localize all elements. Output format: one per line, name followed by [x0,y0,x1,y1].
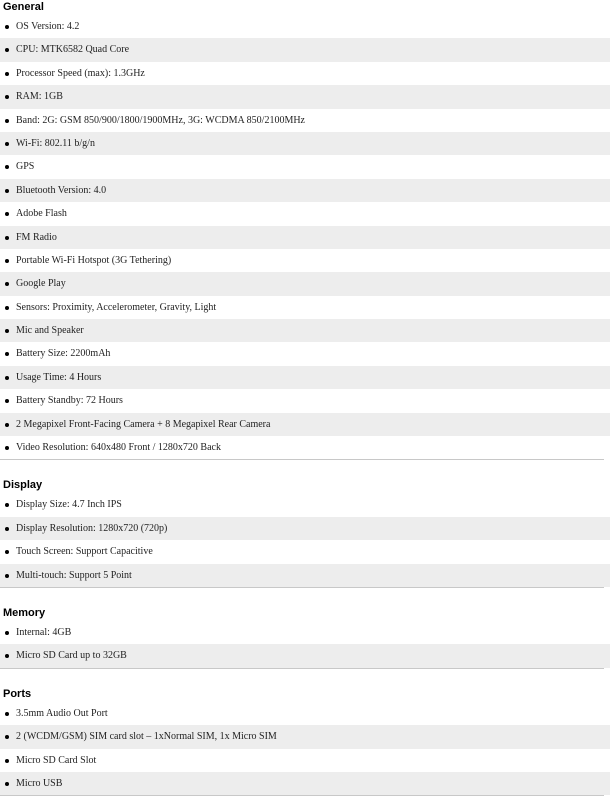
spec-list-item [0,342,610,365]
spec-list-item [0,564,610,587]
spec-list-item [0,226,610,249]
spec-item-text: Usage Time: 4 Hours [16,371,102,383]
spec-list [0,621,610,668]
spec-item-text: Battery Standby: 72 Hours [16,395,123,407]
section-divider [0,795,604,796]
spec-list-item [0,15,610,38]
bullet-icon [5,48,9,52]
spec-list-item [0,772,610,795]
spec-item-text: Adobe Flash [16,208,67,220]
bullet-icon [5,259,9,263]
spec-item-text: Band: 2G: GSM 850/900/1800/1900MHz, 3G: WCDMA 850/2100MHz [16,114,305,126]
spec-list-item [0,202,610,225]
spec-list-item [0,296,610,319]
bullet-icon [5,142,9,146]
spec-list-item [0,249,610,272]
spec-list-item [0,272,610,295]
spec-list-item [0,85,610,108]
spec-item-text: RAM: 1GB [16,91,63,103]
spec-list-item [0,389,610,412]
bullet-icon [5,376,9,380]
bullet-icon [5,446,9,450]
spec-list-item [0,493,610,516]
spec-list-item [0,749,610,772]
bullet-icon [5,282,9,286]
spec-list-item [0,621,610,644]
bullet-icon [5,527,9,531]
spec-list-item [0,366,610,389]
spec-item-text: Micro SD Card up to 32GB [16,650,127,662]
spec-item-text: 2 Megapixel Front-Facing Camera + 8 Megapixel Rear Camera [16,418,271,430]
spec-list-item [0,540,610,563]
bullet-icon [5,423,9,427]
spec-item-text: Google Play [16,278,66,290]
bullet-icon [5,712,9,716]
spec-item-text: FM Radio [16,231,57,243]
section-spacer [0,588,610,606]
spec-list-item [0,38,610,61]
spec-item-text: 2 (WCDM/GSM) SIM card slot – 1xNormal SIM, 1x Micro SIM [16,731,277,743]
spec-item-text: Battery Size: 2200mAh [16,348,111,360]
spec-list-item [0,109,610,132]
bullet-icon [5,735,9,739]
bullet-icon [5,212,9,216]
spec-item-text: Video Resolution: 640x480 Front / 1280x720 Back [16,442,221,454]
spec-item-text: Multi-touch: Support 5 Point [16,569,132,581]
spec-item-text: OS Version: 4.2 [16,21,80,32]
spec-list-item [0,436,610,459]
section-spacer [0,669,610,687]
section-heading: General [3,1,44,13]
spec-item-text: CPU: MTK6582 Quad Core [16,44,130,56]
spec-item-text: GPS [16,161,35,173]
spec-item-text: Sensors: Proximity, Accelerometer, Gravity, Light [16,301,217,313]
spec-item-text: Mic and Speaker [16,325,84,337]
spec-item-text: 3.5mm Audio Out Port [16,707,108,719]
spec-list-item [0,319,610,342]
bullet-icon [5,654,9,658]
bullet-icon [5,574,9,578]
bullet-icon [5,306,9,310]
bullet-icon [5,189,9,193]
spec-section-display [0,478,610,606]
spec-item-text: Micro USB [16,777,63,789]
spec-list-item [0,644,610,667]
spec-item-text: Internal: 4GB [16,626,72,638]
bullet-icon [5,25,9,29]
bullet-icon [5,399,9,403]
section-spacer [0,460,610,478]
bullet-icon [5,72,9,76]
spec-list-item [0,155,610,178]
spec-item-text: Display Size: 4.7 Inch IPS [16,499,122,511]
bullet-icon [5,329,9,333]
spec-item-text: Micro SD Card Slot [16,754,97,766]
section-heading: Memory [3,606,46,619]
bullet-icon [5,550,9,554]
spec-list-item [0,62,610,85]
spec-list [0,702,610,796]
spec-list-item [0,132,610,155]
spec-list-item [0,517,610,540]
spec-list-item [0,702,610,725]
spec-item-text: Wi-Fi: 802.11 b/g/n [16,137,95,149]
bullet-icon [5,503,9,507]
spec-section-memory [0,606,610,687]
spec-list [0,493,610,587]
bullet-icon [5,352,9,356]
bullet-icon [5,782,9,786]
spec-item-text: Processor Speed (max): 1.3GHz [16,67,145,79]
spec-list [0,15,610,459]
section-heading: Display [3,479,43,492]
bullet-icon [5,759,9,763]
spec-item-text: Display Resolution: 1280x720 (720p) [16,522,168,534]
bullet-icon [5,95,9,99]
spec-list-item [0,179,610,202]
spec-item-text: Portable Wi-Fi Hotspot (3G Tethering) [16,254,172,266]
spec-item-text: Bluetooth Version: 4.0 [16,184,107,196]
spec-section-ports [0,687,610,797]
bullet-icon [5,165,9,169]
bullet-icon [5,119,9,123]
bullet-icon [5,631,9,635]
spec-item-text: Touch Screen: Support Capacitive [16,546,153,558]
bullet-icon [5,236,9,240]
spec-list-item [0,725,610,748]
spec-list-item [0,413,610,436]
section-heading: Ports [3,687,32,700]
